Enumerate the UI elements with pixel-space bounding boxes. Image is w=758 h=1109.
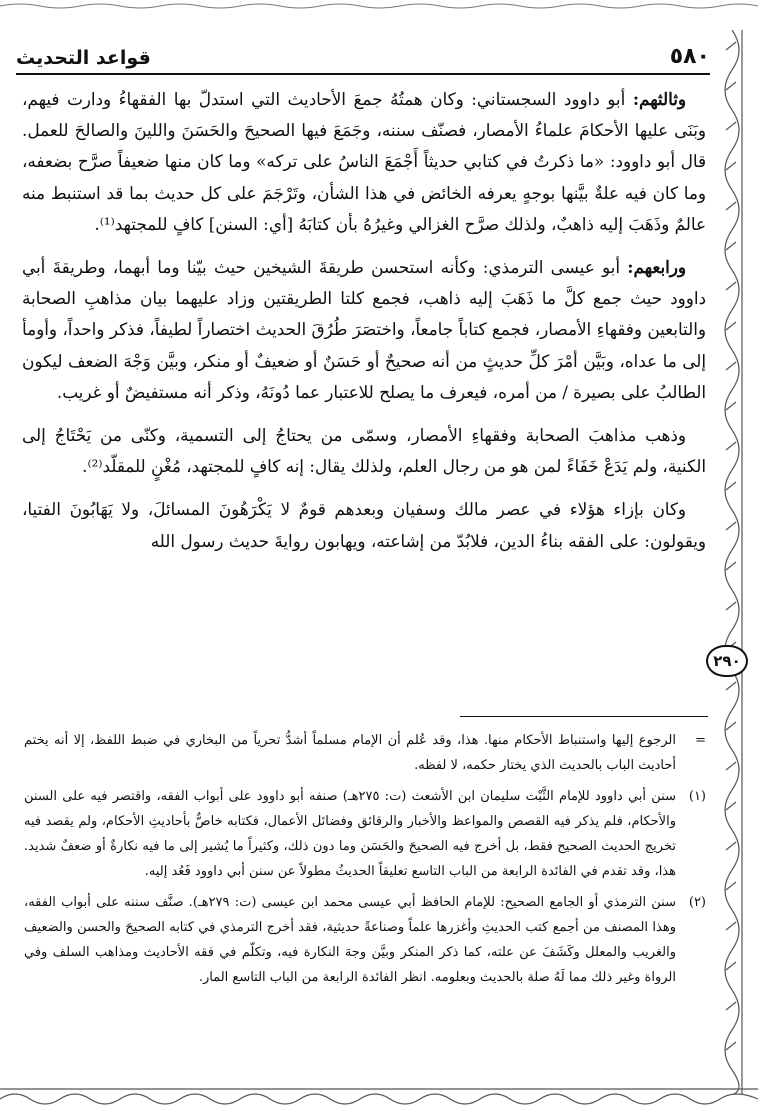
main-text — [22, 84, 706, 569]
paragraph-body: أبو داوود السجستاني: وكان همتُهُ جمعَ الأحاديث التي استدلّ بها الفقهاءُ ودارت فيهم، وبَنَى عليها الأحكامَ علماءُ الأمصار، فصنّف سننه، وجَمَعَ فيها الصحيحَ والحَسَنَ واللينَ والصالحَ للعمل. قال أبو داوود: «ما ذكرتُ في كتابي حديثاً أَجْمَعَ الناسُ على تركه» وما كان منها ضعيفاً صرَّح بضعفه، وما كان فيه علةٌ بيَّنها بوجهٍ يعرفه الخائض في هذا الشأن، وتَرْجَمَ على كل حديث بما قد استنبط منه عالمٌ وذَهَبَ إليه ذاهبٌ، ولذلك صرَّح الغزالي وغيرُهُ بأن كتابَهُ [أي: السنن] كافٍ للمجتهد⁽¹⁾. — [22, 89, 706, 234]
margin-page-marker: ٢٩٠ — [706, 645, 748, 677]
running-title: قواعد التحديث — [16, 47, 151, 69]
footnote-text: الرجوع إليها واستنباط الأحكام منها. هذا، وقد عُلم أن الإمام مسلماً أشدُّ تحرياً من البخاري في ضبط اللفظ، إلا أنه يختم أحاديث الباب بالحديث الذي يختار حكمه، لا لفظه. — [24, 733, 676, 773]
footnote-mark: (١) — [688, 789, 706, 804]
paragraph-lead: وثالثهم: — [632, 89, 686, 109]
page-header — [16, 33, 710, 75]
paragraph-body: أبو عيسى الترمذي: وكأنه استحسن طريقةَ الشيخين حيث بيّنا وما أبهما، وطريقةَ أبي داوود حيث جمع كلَّ ما ذَهَبَ إليه ذاهب، فجمع كلتا الطريقتين وزاد عليهما بيان مذاهبِ الصحابة والتابعين وفقهاءِ الأمصار، فجمع كتاباً جامعاً، واختصَرَ طُرُقَ الحديث اختصاراً لطيفاً، فذكر واحداً، وأومأ إلى ما عداه، وبَيَّن أمْرَ كلِّ حديثٍ من أنه صحيحٌ أو حَسَنٌ أو ضعيفٌ أو منكر، وبيَّن وَجْهَ الضعف ليكون الطالبُ على بصيرة / من أمره، فيعرف ما يصلح للاعتبار عما دُونَهُ، وذكر أنه مستفيضٌ أو غريب. — [22, 257, 706, 402]
paragraph-third — [22, 84, 706, 240]
footnote-mark: (٢) — [688, 895, 706, 910]
footnote-divider — [460, 716, 708, 717]
page-number: ٥٨٠ — [669, 44, 710, 69]
right-border-ornament — [720, 30, 752, 1095]
paragraph-schools: وذهب مذاهبَ الصحابة وفقهاءِ الأمصار، وسمّى من يحتاجُ إلى التسمية، وكنّى من يَحْتَاجُ إلى الكنية، ولم يَدَعْ خَفَاءً لمن هو من رجال العلم، ولذلك يقال: إنه كافٍ للمجتهد، مُغْنٍ للمقلّد⁽²⁾. — [22, 425, 706, 477]
paragraph-lead: ورابعهم: — [627, 257, 686, 278]
top-border-ornament — [0, 0, 758, 10]
footnote-text: سنن أبي داوود للإمام الثَّبْت سليمان ابن الأشعث (ت: ٢٧٥هـ) صنفه أبو داوود على أبواب الفقه، واقتصر فيه على السنن والأحكام، فلم يذكر فيه القصص والمواعظ والأخبار والرقائق وفضائل الأعمال، فكتابه خاصٌّ بأحاديثِ الأحكام، ولم يقصد فيه تخريج الحديث الصحيح فقط، بل أخرج فيه الصحيحَ والحَسَن وما دون ذلك، وكثيراً ما يُشير إلى ما فيه نكارةٌ أو ضعفٌ شديد. هذا، وقد تقدم في الفائدة الرابعة من الباب التاسع تعليقاً الحديثُ مطولاً عن سنن أبي داوود فَعُد إليه. — [24, 789, 676, 879]
paragraph-fourth — [22, 252, 706, 408]
footnote-continuation — [24, 728, 706, 778]
bottom-border-ornament — [0, 1081, 758, 1109]
footnotes — [24, 728, 706, 996]
footnote-1 — [24, 784, 706, 884]
paragraph-contemporaries: وكان بإزاء هؤلاء في عصر مالك وسفيان وبعدهم قومٌ لا يَكْرَهُونَ المسائلَ، ولا يَهَابُونَ الفتيا، ويقولون: على الفقه بناءُ الدين، فلابُدّ من إشاعته، ويهابون روايةَ حديث رسول الله — [22, 499, 706, 551]
footnote-mark: = — [695, 733, 706, 748]
footnote-2 — [24, 890, 706, 990]
footnote-text: سنن الترمذي أو الجامع الصحيح: للإمام الحافظ أبي عيسى محمد ابن عيسى (ت: ٢٧٩هـ). صنَّف سننه على أبواب الفقه، وهذا المصنف من أجمع كتب الحديثِ وأغزرها علماً وصناعةً حديثية، فقد أخرج الترمذي في كتابه الصحيحَ والحسن والضعيف والغريب والمعلل وكَشَفَ عن علته، كما ذكر المنكر وبيَّن وجهَ النكارة فيه، وتكلّم في فقه الأحاديث ومذاهب السلف وفي الرواة وغير ذلك مما لَهُ صلة بالحديث وبعلومه. انظر الفائدة الرابعة من الباب التاسع المار. — [24, 895, 676, 985]
